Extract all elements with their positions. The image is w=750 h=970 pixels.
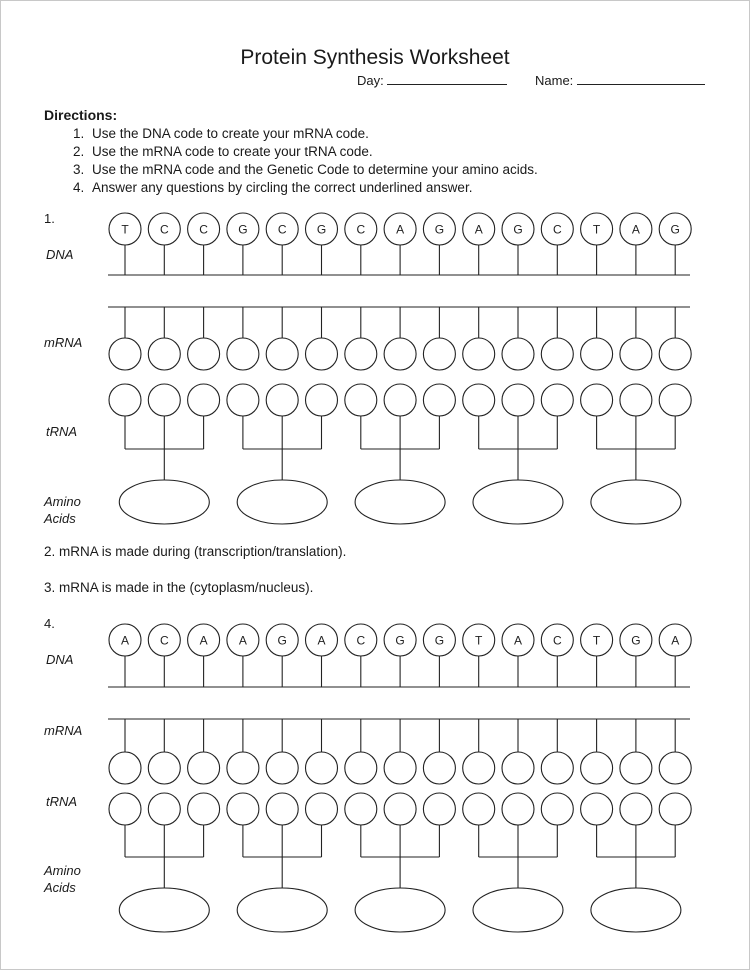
problem-1-trna-nucleotide[interactable] [266,384,298,416]
problem-4-mrna-nucleotide[interactable] [109,752,141,784]
problem-1-amino-acid-oval[interactable] [237,480,327,524]
problem-1-mrna-nucleotide[interactable] [148,338,180,370]
problem-4-mrna-nucleotide[interactable] [345,752,377,784]
problem-4-trna-nucleotide[interactable] [620,793,652,825]
problem-1-dna-base: G [670,222,680,237]
problem-1-trna-nucleotide[interactable] [541,384,573,416]
problem-1-dna-base: C [277,222,287,237]
problem-4-trna-label: tRNA [46,794,78,809]
problem-1-dna-base: C [552,222,562,237]
problem-4-mrna-nucleotide[interactable] [659,752,691,784]
problem-4-mrna-nucleotide[interactable] [227,752,259,784]
problem-1-mrna-nucleotide[interactable] [659,338,691,370]
problem-1-trna-nucleotide[interactable] [502,384,534,416]
problem-4-trna-nucleotide[interactable] [423,793,455,825]
problem-1-amino-acid-oval[interactable] [473,480,563,524]
problem-1-mrna-nucleotide[interactable] [502,338,534,370]
problem-1-mrna-nucleotide[interactable] [463,338,495,370]
problem-1-amino-acid-oval[interactable] [591,480,681,524]
problem-4-dna-base: A [238,633,247,648]
problem-1-trna-nucleotide[interactable] [423,384,455,416]
problem-1-dna-base: C [356,222,366,237]
problem-4-dna-base: A [199,633,208,648]
problem-1-mrna-nucleotide[interactable] [541,338,573,370]
problem-1-trna-nucleotide[interactable] [384,384,416,416]
problem-4-mrna-label: mRNA [44,723,83,738]
problem-1-dna-label: DNA [46,247,74,262]
problem-4-amino-acid-oval[interactable] [119,888,209,932]
problem-4-trna-nucleotide[interactable] [581,793,613,825]
problem-4-dna-base: A [120,633,130,648]
problem-1-mrna-nucleotide[interactable] [227,338,259,370]
problem-4-mrna-nucleotide[interactable] [148,752,180,784]
problem-4-dna-base: T [475,633,483,648]
problem-1-dna-base: T [592,222,601,237]
problem-4-amino-acid-oval[interactable] [473,888,563,932]
problem-1-trna-nucleotide[interactable] [345,384,377,416]
problem-4-mrna-nucleotide[interactable] [423,752,455,784]
directions-heading: Directions: [44,107,118,123]
problem-1-amino-acid-oval[interactable] [355,480,445,524]
direction-item: 4. Answer any questions by circling the correct underlined answer. [88,179,538,197]
problem-1-trna-nucleotide[interactable] [463,384,495,416]
problem-4-amino-acid-oval[interactable] [591,888,681,932]
problem-4-trna-nucleotide[interactable] [384,793,416,825]
problem-1-mrna-nucleotide[interactable] [266,338,298,370]
problem-1-dna-base: C [159,222,169,237]
problem-4-group [108,624,691,932]
problem-4-mrna-nucleotide[interactable] [541,752,573,784]
problem-4-trna-nucleotide[interactable] [266,793,298,825]
problem-1-trna-nucleotide[interactable] [188,384,220,416]
problem-4-trna-nucleotide[interactable] [188,793,220,825]
problem-4-trna-nucleotide[interactable] [659,793,691,825]
problem-4-dna-base: A [513,633,523,648]
problem-4-amino-acid-oval[interactable] [237,888,327,932]
problem-4-dna-base: T [592,633,601,648]
problem-1-mrna-nucleotide[interactable] [620,338,652,370]
problem-1-amino-label-line1: Amino [44,494,81,509]
problem-1-trna-nucleotide[interactable] [620,384,652,416]
problem-1-trna-nucleotide[interactable] [306,384,338,416]
problem-4-amino-label-line2: Acids [44,880,76,895]
problem-1-number: 1. [44,211,55,226]
problem-1-group [108,213,691,524]
problem-4-dna-base: A [317,633,326,648]
problem-4-trna-nucleotide[interactable] [227,793,259,825]
problem-1-mrna-nucleotide[interactable] [306,338,338,370]
problem-1-dna-base: T [121,222,129,237]
problem-1-trna-nucleotide[interactable] [109,384,141,416]
direction-item: 3. Use the mRNA code and the Genetic Code to determine your amino acids. [88,161,538,179]
problem-4-dna-base: C [552,633,562,648]
problem-1-mrna-nucleotide[interactable] [109,338,141,370]
problem-4-mrna-nucleotide[interactable] [620,752,652,784]
problem-4-trna-nucleotide[interactable] [541,793,573,825]
problem-1-trna-nucleotide[interactable] [659,384,691,416]
problem-1-mrna-nucleotide[interactable] [581,338,613,370]
problem-4-trna-nucleotide[interactable] [109,793,141,825]
problem-1-mrna-nucleotide[interactable] [384,338,416,370]
problem-4-dna-base: C [159,633,169,648]
problem-1-amino-acid-oval[interactable] [119,480,209,524]
problem-1-trna-label: tRNA [46,424,78,439]
problem-4-mrna-nucleotide[interactable] [502,752,534,784]
problem-4-amino-acid-oval[interactable] [355,888,445,932]
problem-1-trna-nucleotide[interactable] [227,384,259,416]
problem-4-dna-base: G [277,633,287,648]
problem-1-dna-base: G [238,222,248,237]
direction-item: 1. Use the DNA code to create your mRNA code. [88,125,538,143]
name-label: Name: [535,73,574,88]
problem-4-dna-base: C [356,633,366,648]
problem-1-mrna-nucleotide[interactable] [423,338,455,370]
problem-4-trna-nucleotide[interactable] [463,793,495,825]
question-3[interactable]: 3. mRNA is made in the (cytoplasm/nucleus). [44,580,314,595]
question-2[interactable]: 2. mRNA is made during (transcription/translation). [44,544,347,559]
problem-4-dna-base: A [671,633,680,648]
problem-1-trna-nucleotide[interactable] [148,384,180,416]
worksheet-title: Protein Synthesis Worksheet [240,46,510,69]
problem-4-mrna-nucleotide[interactable] [463,752,495,784]
problem-1-dna-base: G [434,222,445,237]
problem-4-dna-base: G [434,633,445,648]
problem-4-mrna-nucleotide[interactable] [384,752,416,784]
day-label: Day: [357,73,384,88]
problem-4-number: 4. [44,616,55,631]
problem-4-amino-label-line1: Amino [44,863,81,878]
problem-1-dna-base: C [199,222,208,237]
problem-1-amino-label-line2: Acids [44,511,76,526]
problem-1-trna-nucleotide[interactable] [581,384,613,416]
problem-1-dna-base: A [631,222,640,237]
problem-4-mrna-nucleotide[interactable] [188,752,220,784]
problem-4-trna-nucleotide[interactable] [345,793,377,825]
problem-4-dna-base: G [631,633,641,648]
problem-4-mrna-nucleotide[interactable] [306,752,338,784]
direction-item: 2. Use the mRNA code to create your tRNA code. [88,143,538,161]
problem-4-dna-label: DNA [46,652,74,667]
problem-4-trna-nucleotide[interactable] [306,793,338,825]
problem-1-dna-base: A [474,222,483,237]
problem-1-dna-base: G [316,222,327,237]
problem-1-dna-base: G [513,222,523,237]
problem-1-mrna-label: mRNA [44,335,83,350]
problem-1-mrna-nucleotide[interactable] [345,338,377,370]
problem-1-dna-base: A [396,222,405,237]
problem-4-dna-base: G [395,633,405,648]
problem-1-mrna-nucleotide[interactable] [188,338,220,370]
problem-4-trna-nucleotide[interactable] [148,793,180,825]
problem-4-mrna-nucleotide[interactable] [266,752,298,784]
problem-4-trna-nucleotide[interactable] [502,793,534,825]
problem-4-mrna-nucleotide[interactable] [581,752,613,784]
